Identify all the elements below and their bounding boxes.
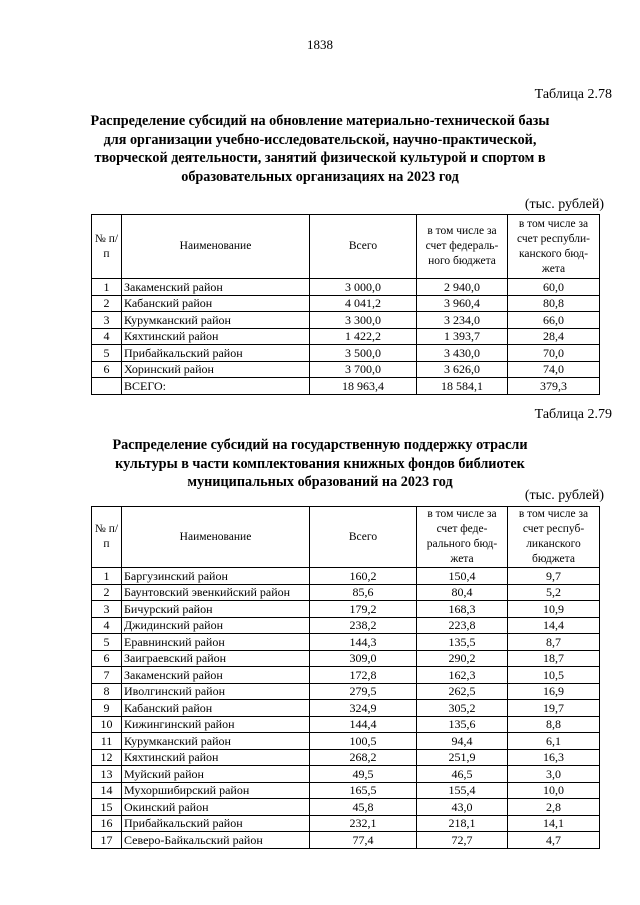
row-number-cell: 6	[92, 650, 122, 667]
federal-cell: 135,5	[417, 634, 508, 651]
row-number-cell: 2	[92, 584, 122, 601]
republican-cell: 8,8	[508, 716, 600, 733]
republican-cell: 2,8	[508, 799, 600, 816]
header-cell: в том числе за счет федераль-ного бюджета	[417, 215, 508, 279]
row-number-cell: 4	[92, 328, 122, 345]
federal-cell: 162,3	[417, 667, 508, 684]
table-row	[92, 617, 600, 634]
row-number-cell: 2	[92, 295, 122, 312]
row-number-cell: 5	[92, 345, 122, 362]
row-number-cell	[92, 378, 122, 395]
total-cell: 18 963,4	[310, 378, 417, 395]
republican-cell: 16,3	[508, 749, 600, 766]
subsidy-table-2-78	[91, 214, 600, 395]
federal-cell: 1 393,7	[417, 328, 508, 345]
republican-cell: 10,0	[508, 782, 600, 799]
total-cell: 324,9	[310, 700, 417, 717]
federal-cell: 2 940,0	[417, 279, 508, 296]
total-cell: 3 700,0	[310, 361, 417, 378]
federal-cell: 223,8	[417, 617, 508, 634]
total-cell: 165,5	[310, 782, 417, 799]
district-name-cell: Еравнинский район	[122, 634, 310, 651]
table-row	[92, 749, 600, 766]
total-cell: 172,8	[310, 667, 417, 684]
units-label-2-79: (тыс. рублей)	[524, 488, 604, 503]
district-name-cell: Кяхтинский район	[122, 328, 310, 345]
row-number-cell: 5	[92, 634, 122, 651]
district-name-cell: Муйский район	[122, 766, 310, 783]
row-number-cell: 15	[92, 799, 122, 816]
federal-cell: 18 584,1	[417, 378, 508, 395]
row-number-cell: 11	[92, 733, 122, 750]
total-cell: 1 422,2	[310, 328, 417, 345]
district-name-cell: Кижингинский район	[122, 716, 310, 733]
table-row	[92, 815, 600, 832]
republican-cell: 16,9	[508, 683, 600, 700]
row-number-cell: 12	[92, 749, 122, 766]
republican-cell: 14,4	[508, 617, 600, 634]
table-body-2-78	[92, 215, 600, 395]
row-number-cell: 6	[92, 361, 122, 378]
federal-cell: 168,3	[417, 601, 508, 618]
units-label-2-78: (тыс. рублей)	[524, 197, 604, 212]
republican-cell: 3,0	[508, 766, 600, 783]
district-name-cell: Кабанский район	[122, 295, 310, 312]
total-cell: 144,3	[310, 634, 417, 651]
district-name-cell: Прибайкальский район	[122, 815, 310, 832]
row-number-cell: 4	[92, 617, 122, 634]
district-name-cell: Окинский район	[122, 799, 310, 816]
table-row	[92, 832, 600, 849]
table-body-2-79	[92, 507, 600, 849]
header-cell: Всего	[310, 507, 417, 568]
table-row	[92, 279, 600, 296]
table-header-row	[92, 507, 600, 568]
federal-cell: 150,4	[417, 568, 508, 585]
federal-cell: 251,9	[417, 749, 508, 766]
district-name-cell: Джидинский район	[122, 617, 310, 634]
total-cell: 279,5	[310, 683, 417, 700]
table-row	[92, 378, 600, 395]
table-row	[92, 584, 600, 601]
district-name-cell: Баунтовский эвенкийский район	[122, 584, 310, 601]
total-cell: 4 041,2	[310, 295, 417, 312]
row-number-cell: 7	[92, 667, 122, 684]
republican-cell: 4,7	[508, 832, 600, 849]
federal-cell: 218,1	[417, 815, 508, 832]
table-title-2-78: Распределение субсидий на обновление материально-технической базы для организации учебно-исследовательской, научно-практической, творческой деятельности, занятий физической культурой и спортом в образовательных организациях на 2023 год	[90, 113, 550, 185]
republican-cell: 60,0	[508, 279, 600, 296]
district-name-cell: Прибайкальский район	[122, 345, 310, 362]
table-row	[92, 634, 600, 651]
header-cell: в том числе за счет феде-рального бюд-жета	[417, 507, 508, 568]
federal-cell: 3 626,0	[417, 361, 508, 378]
table-row	[92, 295, 600, 312]
total-cell: 45,8	[310, 799, 417, 816]
table-row	[92, 601, 600, 618]
federal-cell: 262,5	[417, 683, 508, 700]
republican-cell: 14,1	[508, 815, 600, 832]
table-row	[92, 345, 600, 362]
total-cell: 77,4	[310, 832, 417, 849]
republican-cell: 10,5	[508, 667, 600, 684]
total-cell: 309,0	[310, 650, 417, 667]
table-label-2-79: Таблица 2.79	[534, 407, 612, 422]
republican-cell: 18,7	[508, 650, 600, 667]
total-cell: 160,2	[310, 568, 417, 585]
district-name-cell: Бичурский район	[122, 601, 310, 618]
total-cell: 268,2	[310, 749, 417, 766]
page-number: 1838	[307, 37, 333, 52]
federal-cell: 155,4	[417, 782, 508, 799]
row-number-cell: 16	[92, 815, 122, 832]
federal-cell: 3 960,4	[417, 295, 508, 312]
total-cell: 238,2	[310, 617, 417, 634]
district-name-cell: Иволгинский район	[122, 683, 310, 700]
row-number-cell: 14	[92, 782, 122, 799]
table-title-2-79: Распределение субсидий на государственную поддержку отрасли культуры в части комплектования книжных фондов библиотек муниципальных образований на 2023 год	[112, 437, 528, 490]
republican-cell: 66,0	[508, 312, 600, 329]
republican-cell: 70,0	[508, 345, 600, 362]
header-cell: Наименование	[122, 507, 310, 568]
table-label-2-78: Таблица 2.78	[534, 87, 612, 102]
district-name-cell: Хоринский район	[122, 361, 310, 378]
federal-cell: 46,5	[417, 766, 508, 783]
republican-cell: 9,7	[508, 568, 600, 585]
district-name-cell: Закаменский район	[122, 667, 310, 684]
total-cell: 3 300,0	[310, 312, 417, 329]
row-number-cell: 17	[92, 832, 122, 849]
total-cell: 232,1	[310, 815, 417, 832]
republican-cell: 80,8	[508, 295, 600, 312]
header-cell: № п/п	[92, 215, 122, 279]
republican-cell: 28,4	[508, 328, 600, 345]
district-name-cell: Баргузинский район	[122, 568, 310, 585]
row-number-cell: 8	[92, 683, 122, 700]
row-number-cell: 3	[92, 312, 122, 329]
row-number-cell: 13	[92, 766, 122, 783]
district-name-cell: Кяхтинский район	[122, 749, 310, 766]
header-cell: № п/п	[92, 507, 122, 568]
district-name-cell: Северо-Байкальский район	[122, 832, 310, 849]
federal-cell: 94,4	[417, 733, 508, 750]
total-cell: 3 500,0	[310, 345, 417, 362]
district-name-cell: Мухоршибирский район	[122, 782, 310, 799]
header-cell: Наименование	[122, 215, 310, 279]
table-row	[92, 716, 600, 733]
republican-cell: 10,9	[508, 601, 600, 618]
row-number-cell: 3	[92, 601, 122, 618]
header-cell: в том числе за счет респуб-ликанского бюджета	[508, 507, 600, 568]
header-cell: в том числе за счет республи-канского бюд-жета	[508, 215, 600, 279]
table-row	[92, 799, 600, 816]
table-row	[92, 766, 600, 783]
federal-cell: 135,6	[417, 716, 508, 733]
district-name-cell: Курумканский район	[122, 733, 310, 750]
federal-cell: 3 430,0	[417, 345, 508, 362]
district-name-cell: Кабанский район	[122, 700, 310, 717]
table-row	[92, 361, 600, 378]
district-name-cell: Курумканский район	[122, 312, 310, 329]
row-number-cell: 10	[92, 716, 122, 733]
republican-cell: 379,3	[508, 378, 600, 395]
table-row	[92, 782, 600, 799]
table-row	[92, 312, 600, 329]
federal-cell: 72,7	[417, 832, 508, 849]
subsidy-table-2-79	[91, 506, 600, 849]
federal-cell: 290,2	[417, 650, 508, 667]
table-row	[92, 568, 600, 585]
district-name-cell: ВСЕГО:	[122, 378, 310, 395]
total-cell: 3 000,0	[310, 279, 417, 296]
table-row	[92, 650, 600, 667]
total-cell: 100,5	[310, 733, 417, 750]
republican-cell: 5,2	[508, 584, 600, 601]
district-name-cell: Заиграевский район	[122, 650, 310, 667]
row-number-cell: 1	[92, 568, 122, 585]
republican-cell: 6,1	[508, 733, 600, 750]
federal-cell: 305,2	[417, 700, 508, 717]
district-name-cell: Закаменский район	[122, 279, 310, 296]
row-number-cell: 9	[92, 700, 122, 717]
republican-cell: 8,7	[508, 634, 600, 651]
header-cell: Всего	[310, 215, 417, 279]
table-header-row	[92, 215, 600, 279]
total-cell: 179,2	[310, 601, 417, 618]
republican-cell: 74,0	[508, 361, 600, 378]
table-row	[92, 328, 600, 345]
table-row	[92, 733, 600, 750]
total-cell: 85,6	[310, 584, 417, 601]
total-cell: 144,4	[310, 716, 417, 733]
federal-cell: 3 234,0	[417, 312, 508, 329]
row-number-cell: 1	[92, 279, 122, 296]
total-cell: 49,5	[310, 766, 417, 783]
republican-cell: 19,7	[508, 700, 600, 717]
federal-cell: 80,4	[417, 584, 508, 601]
table-row	[92, 667, 600, 684]
table-row	[92, 683, 600, 700]
table-row	[92, 700, 600, 717]
federal-cell: 43,0	[417, 799, 508, 816]
